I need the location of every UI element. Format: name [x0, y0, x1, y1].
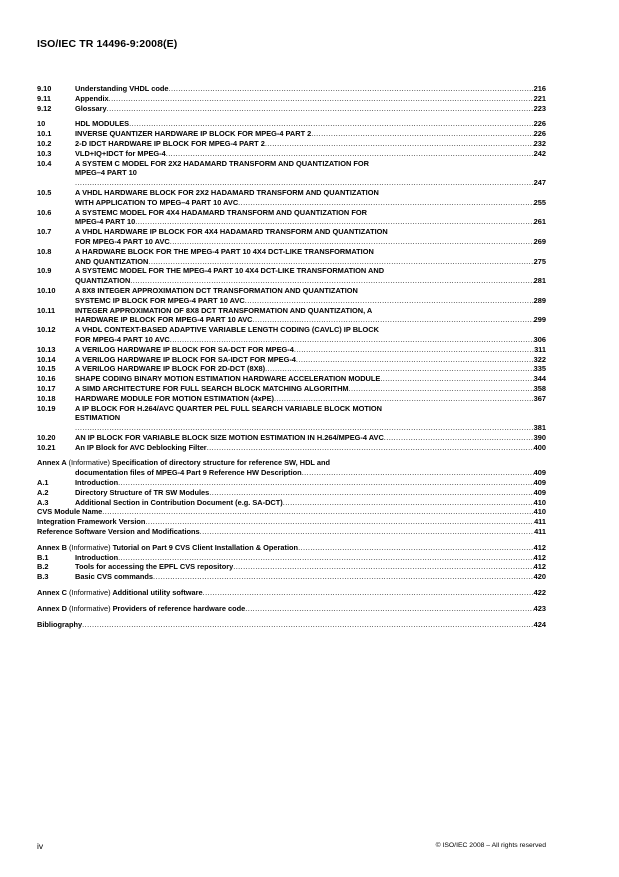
- toc-entry[interactable]: [37, 355, 546, 365]
- toc-entry[interactable]: [37, 443, 546, 453]
- dot-leader: [118, 553, 534, 563]
- toc-entry[interactable]: [37, 478, 546, 488]
- toc-entry-number: B.3: [37, 572, 49, 582]
- annex-informative-label: (Informative): [69, 542, 111, 552]
- toc-entry-number: 10.12: [37, 325, 56, 335]
- toc-entry-title: Tutorial on Part 9 CVS Client Installation & Operation: [112, 542, 299, 552]
- toc-entry-page: 381: [533, 423, 546, 433]
- toc-entry-title-line: A 8X8 INTEGER APPROXIMATION DCT TRANSFORMATION AND QUANTIZATION: [75, 285, 358, 295]
- toc-entry-page: 216: [533, 84, 546, 93]
- toc-entry-page: 390: [533, 432, 546, 442]
- toc-entry[interactable]: [37, 527, 546, 537]
- toc-entry-page: 306: [533, 334, 546, 344]
- toc-entry-title: A VERILOG HARDWARE IP BLOCK FOR SA-DCT FOR MPEG-4: [75, 344, 294, 354]
- toc-entry[interactable]: [37, 498, 546, 508]
- toc-entry-title-line: Specification of directory structure for reference SW, HDL and: [112, 458, 330, 468]
- toc-entry-page: 223: [533, 103, 546, 113]
- toc-entry[interactable]: [37, 620, 546, 630]
- toc-entry-title-line: A HARDWARE BLOCK FOR THE MPEG-4 PART 10 4X4 DCT-LIKE TRANSFORMATION: [75, 246, 374, 256]
- toc-entry[interactable]: [37, 119, 546, 129]
- toc-entry-title: MPEG-4 PART 10: [75, 217, 136, 227]
- annex-informative-label: (Informative): [69, 588, 111, 598]
- toc-entry-title: documentation files of MPEG-4 Part 9 Reference HW Description: [75, 468, 302, 478]
- toc-entry-page: 412: [533, 562, 546, 572]
- toc-entry-page: 424: [533, 619, 546, 629]
- toc-entry-title: SHAPE CODING BINARY MOTION ESTIMATION HARDWARE ACCELERATION MODULE: [75, 374, 381, 384]
- dot-leader: [166, 149, 534, 159]
- dot-leader: [169, 84, 534, 94]
- toc-entry-number: 10.19: [37, 403, 56, 413]
- toc-entry-page: 412: [533, 552, 546, 562]
- toc-entry-title: Additional Section in Contribution Document (e.g. SA-DCT): [75, 497, 283, 507]
- dot-leader: [253, 315, 534, 325]
- toc-entry-page: 247: [533, 178, 546, 188]
- toc-entry-page: 423: [533, 603, 546, 613]
- toc-entry[interactable]: [37, 266, 546, 286]
- toc-entry[interactable]: [37, 404, 546, 433]
- toc-entry-page: 226: [533, 119, 546, 129]
- toc-entry-number: A.2: [37, 487, 49, 497]
- toc-entry-number: 9.12: [37, 103, 52, 113]
- toc-entry-number: 9.10: [37, 84, 52, 93]
- dot-leader: [245, 296, 534, 306]
- toc-entry-title: Providers of reference hardware code: [112, 603, 246, 613]
- toc-entry-title-line: A SYSTEM C MODEL FOR 2X2 HADAMARD TRANSFORM AND QUANTIZATION FOR: [75, 158, 369, 168]
- toc-entry-number: 10.18: [37, 393, 56, 403]
- toc-entry-number: 10.6: [37, 207, 52, 217]
- toc-entry-title: Appendix: [75, 93, 109, 103]
- dot-leader: [294, 345, 534, 355]
- toc-entry-page: 400: [533, 442, 546, 452]
- toc-entry-number: 10.11: [37, 305, 56, 315]
- annex-informative-label: (Informative): [69, 603, 111, 613]
- toc-entry-page: 420: [533, 572, 546, 582]
- toc-entry-title-line: A VHDL HARDWARE BLOCK FOR 2X2 HADAMARD TRANSFORM AND QUANTIZATION: [75, 187, 379, 197]
- toc-entry-title: WITH APPLICATION TO MPEG–4 PART 10 AVC: [75, 197, 239, 207]
- toc-entry-title-line: A VHDL CONTEXT-BASED ADAPTIVE VARIABLE LENGTH CODING (CAVLC) IP BLOCK: [75, 325, 379, 335]
- toc-entry-page: 242: [533, 148, 546, 158]
- toc-entry[interactable]: [37, 562, 546, 572]
- dot-leader: [170, 335, 534, 345]
- toc-entry-page: 344: [533, 374, 546, 384]
- dot-leader: [170, 237, 534, 247]
- toc-entry-page: 409: [533, 478, 546, 488]
- toc-entry[interactable]: [37, 149, 546, 159]
- toc-entry-title: Tools for accessing the EPFL CVS repository: [75, 562, 234, 572]
- toc-entry-title: INVERSE QUANTIZER HARDWARE IP BLOCK FOR MPEG-4 PART 2: [75, 129, 312, 139]
- dot-leader: [380, 374, 533, 384]
- toc-entry[interactable]: [37, 572, 546, 582]
- toc-entry-title-line: A SYSTEMC MODEL FOR THE MPEG-4 PART 10 4X4 DCT-LIKE TRANSFORMATION AND: [75, 266, 385, 276]
- toc-entry[interactable]: [37, 247, 546, 267]
- toc-entry-title: A SIMD ARCHITECTURE FOR FULL SEARCH BLOCK MATCHING ALGORITHM: [75, 383, 349, 393]
- toc-entry-title-line: INTEGER APPROXIMATION OF 8X8 DCT TRANSFORMATION AND QUANTIZATION, A: [75, 305, 373, 315]
- dot-leader: [118, 478, 534, 488]
- toc-entry[interactable]: [37, 325, 546, 345]
- toc-entry-title: VLD+IQ+IDCT for MPEG-4: [75, 148, 166, 158]
- toc-entry[interactable]: [37, 345, 546, 355]
- toc-entry[interactable]: [37, 394, 546, 404]
- toc-entry[interactable]: [37, 553, 546, 563]
- toc-entry-title-line: ESTIMATION: [75, 413, 121, 423]
- toc-entry-page: 410: [533, 497, 546, 507]
- toc-entry-number: A.3: [37, 497, 49, 507]
- toc-entry-title: Introduction: [75, 552, 119, 562]
- toc-entry-page: 281: [533, 276, 546, 286]
- toc-entry-number: 10.1: [37, 129, 52, 139]
- toc-entry-number: 10.8: [37, 246, 52, 256]
- dot-leader: [207, 443, 534, 453]
- toc-entry-title: Directory Structure of TR SW Modules: [75, 487, 210, 497]
- toc-entry-number: A.1: [37, 478, 49, 488]
- toc-entry-number: 10.10: [37, 285, 56, 295]
- toc-entry[interactable]: [37, 364, 546, 374]
- toc-entry[interactable]: [37, 139, 546, 149]
- toc-entry-page: 422: [533, 588, 546, 598]
- toc-entry-number: 10.5: [37, 187, 52, 197]
- toc-entry-title: HARDWARE IP BLOCK FOR MPEG-4 PART 10 AVC: [75, 315, 253, 325]
- dot-leader: [82, 620, 533, 630]
- toc-entry-title: 2-D IDCT HARDWARE IP BLOCK FOR MPEG-4 PART 2: [75, 138, 265, 148]
- toc-entry[interactable]: [37, 104, 546, 114]
- dot-leader: [135, 217, 533, 227]
- toc-entry-title: Basic CVS commands: [75, 572, 154, 582]
- toc-entry-number: B.1: [37, 552, 49, 562]
- dot-leader: [296, 355, 534, 365]
- dot-leader: [311, 129, 533, 139]
- toc-entry-title: FOR MPEG-4 PART 10 AVC: [75, 236, 170, 246]
- dot-leader: [153, 572, 534, 582]
- toc-entry-page: 358: [533, 383, 546, 393]
- toc-entry-page: 410: [533, 507, 546, 517]
- toc-entry-number: 10.13: [37, 344, 56, 354]
- toc-entry[interactable]: [37, 604, 546, 614]
- toc-entry-title: Integration Framework Version: [37, 517, 146, 527]
- toc-entry[interactable]: [37, 517, 546, 527]
- toc-entry-number: 10.21: [37, 442, 56, 452]
- toc-entry-title: A VERILOG HARDWARE IP BLOCK FOR 2D-DCT (8X8): [75, 364, 266, 374]
- toc-entry-title: Reference Software Version and Modifications: [37, 527, 200, 537]
- toc-entry-page: 261: [533, 217, 546, 227]
- dot-leader: [102, 507, 533, 517]
- dot-leader: [203, 588, 534, 598]
- document-header: ISO/IEC TR 14496-9:2008(E): [37, 38, 178, 50]
- toc-entry-title: Additional utility software: [112, 588, 203, 598]
- toc-entry[interactable]: [37, 507, 546, 517]
- toc-entry[interactable]: [37, 208, 546, 228]
- toc-entry-title: An IP Block for AVC Deblocking Filter: [75, 442, 207, 452]
- dot-leader: [384, 433, 534, 443]
- toc-entry-title: SYSTEMC IP BLOCK FOR MPEG-4 PART 10 AVC: [75, 295, 245, 305]
- toc-entry-page: 226: [533, 129, 546, 139]
- toc-entry-title: Understanding VHDL code: [75, 84, 169, 93]
- dot-leader: [283, 498, 534, 508]
- toc-entry-number: 10.15: [37, 364, 56, 374]
- toc-entry-page: 411: [534, 517, 546, 527]
- toc-entry-title: AN IP BLOCK FOR VARIABLE BLOCK SIZE MOTION ESTIMATION IN H.264/MPEG-4 AVC: [75, 432, 384, 442]
- toc-entry-number: 10: [37, 119, 46, 129]
- dot-leader: [298, 543, 534, 553]
- dot-leader: [109, 94, 534, 104]
- toc-entry-number: 10.17: [37, 383, 56, 393]
- toc-entry[interactable]: [37, 433, 546, 443]
- toc-entry[interactable]: [37, 543, 546, 553]
- toc-entry-number: B.2: [37, 562, 49, 572]
- toc-entry-page: 269: [533, 236, 546, 246]
- toc-entry[interactable]: [37, 159, 546, 188]
- toc-entry-number: 10.7: [37, 227, 52, 237]
- toc-entry-title-line: A SYSTEMC MODEL FOR 4X4 HADAMARD TRANSFORM AND QUANTIZATION FOR: [75, 207, 367, 217]
- toc-entry[interactable]: [37, 227, 546, 247]
- toc-entry-title: CVS Module Name: [37, 507, 103, 517]
- toc-entry-number: 10.2: [37, 138, 52, 148]
- toc-entry[interactable]: [37, 84, 546, 94]
- toc-entry-page: 311: [534, 344, 546, 354]
- toc-entry-page: 255: [533, 197, 546, 207]
- annex-label: Annex A: [37, 458, 67, 468]
- dot-leader: [349, 384, 534, 394]
- dot-leader: [145, 517, 534, 527]
- dot-leader: [265, 139, 534, 149]
- toc-entry-title: AND QUANTIZATION: [75, 256, 149, 266]
- annex-label: Annex C: [37, 588, 67, 598]
- dot-leader: [274, 394, 534, 404]
- toc-entry-page: 275: [533, 256, 546, 266]
- toc-entry-page: 221: [533, 93, 546, 103]
- dot-leader: [75, 423, 534, 433]
- toc-entry-page: 409: [533, 468, 546, 478]
- table-of-contents: [37, 84, 546, 629]
- toc-entry-title-line: A VHDL HARDWARE IP BLOCK FOR 4X4 HADAMARD TRANSFORM AND QUANTIZATION: [75, 227, 388, 237]
- dot-leader: [130, 276, 533, 286]
- toc-entry-title-line: A IP BLOCK FOR H.264/AVC QUARTER PEL FULL SEARCH VARIABLE BLOCK MOTION: [75, 403, 383, 413]
- toc-entry-number: 10.16: [37, 374, 56, 384]
- toc-entry-title: A VERILOG HARDWARE IP BLOCK FOR SA-IDCT FOR MPEG-4: [75, 354, 296, 364]
- dot-leader: [302, 468, 534, 478]
- toc-entry[interactable]: [37, 94, 546, 104]
- toc-entry-title: HDL MODULES: [75, 119, 130, 129]
- toc-entry-title: FOR MPEG-4 PART 10 AVC: [75, 334, 170, 344]
- dot-leader: [265, 364, 534, 374]
- toc-entry-number: 10.20: [37, 432, 56, 442]
- toc-entry-page: 409: [533, 487, 546, 497]
- annex-informative-label: (Informative): [68, 458, 110, 468]
- toc-entry[interactable]: [37, 129, 546, 139]
- annex-label: Annex D: [37, 603, 67, 613]
- dot-leader: [148, 257, 533, 267]
- toc-entry-page: 322: [533, 354, 546, 364]
- toc-entry-page: 412: [533, 542, 546, 552]
- toc-entry-number: 10.4: [37, 158, 52, 168]
- toc-entry[interactable]: [37, 458, 546, 478]
- toc-entry-page: 232: [533, 138, 546, 148]
- toc-entry[interactable]: [37, 588, 546, 598]
- toc-entry-title-line: MPEG–4 PART 10: [75, 168, 137, 178]
- toc-entry[interactable]: [37, 286, 546, 306]
- toc-entry-title: QUANTIZATION: [75, 276, 131, 286]
- toc-entry-page: 289: [533, 295, 546, 305]
- toc-entry-number: 10.14: [37, 354, 56, 364]
- dot-leader: [245, 604, 533, 614]
- dot-leader: [209, 488, 533, 498]
- page-number: iv: [37, 841, 44, 851]
- dot-leader: [129, 119, 534, 129]
- dot-leader: [107, 104, 534, 114]
- toc-entry-page: 367: [533, 393, 546, 403]
- annex-label: Annex B: [37, 542, 67, 552]
- toc-entry[interactable]: [37, 188, 546, 208]
- toc-entry[interactable]: [37, 384, 546, 394]
- dot-leader: [233, 562, 533, 572]
- toc-entry-page: 299: [533, 315, 546, 325]
- dot-leader: [75, 178, 534, 188]
- toc-entry-title: Bibliography: [37, 619, 83, 629]
- dot-leader: [238, 198, 534, 208]
- dot-leader: [200, 527, 534, 537]
- toc-entry-page: 411: [534, 527, 546, 537]
- copyright-notice: © ISO/IEC 2008 – All rights reserved: [435, 842, 546, 849]
- toc-entry[interactable]: [37, 488, 546, 498]
- toc-entry[interactable]: [37, 306, 546, 326]
- toc-entry-title: Introduction: [75, 478, 119, 488]
- toc-entry-page: 335: [533, 364, 546, 374]
- toc-entry-title: Glossary: [75, 103, 107, 113]
- toc-entry-number: 9.11: [37, 93, 51, 103]
- toc-entry[interactable]: [37, 374, 546, 384]
- toc-entry-number: 10.9: [37, 266, 52, 276]
- toc-entry-number: 10.3: [37, 148, 52, 158]
- toc-entry-title: HARDWARE MODULE FOR MOTION ESTIMATION (4xPE): [75, 393, 274, 403]
